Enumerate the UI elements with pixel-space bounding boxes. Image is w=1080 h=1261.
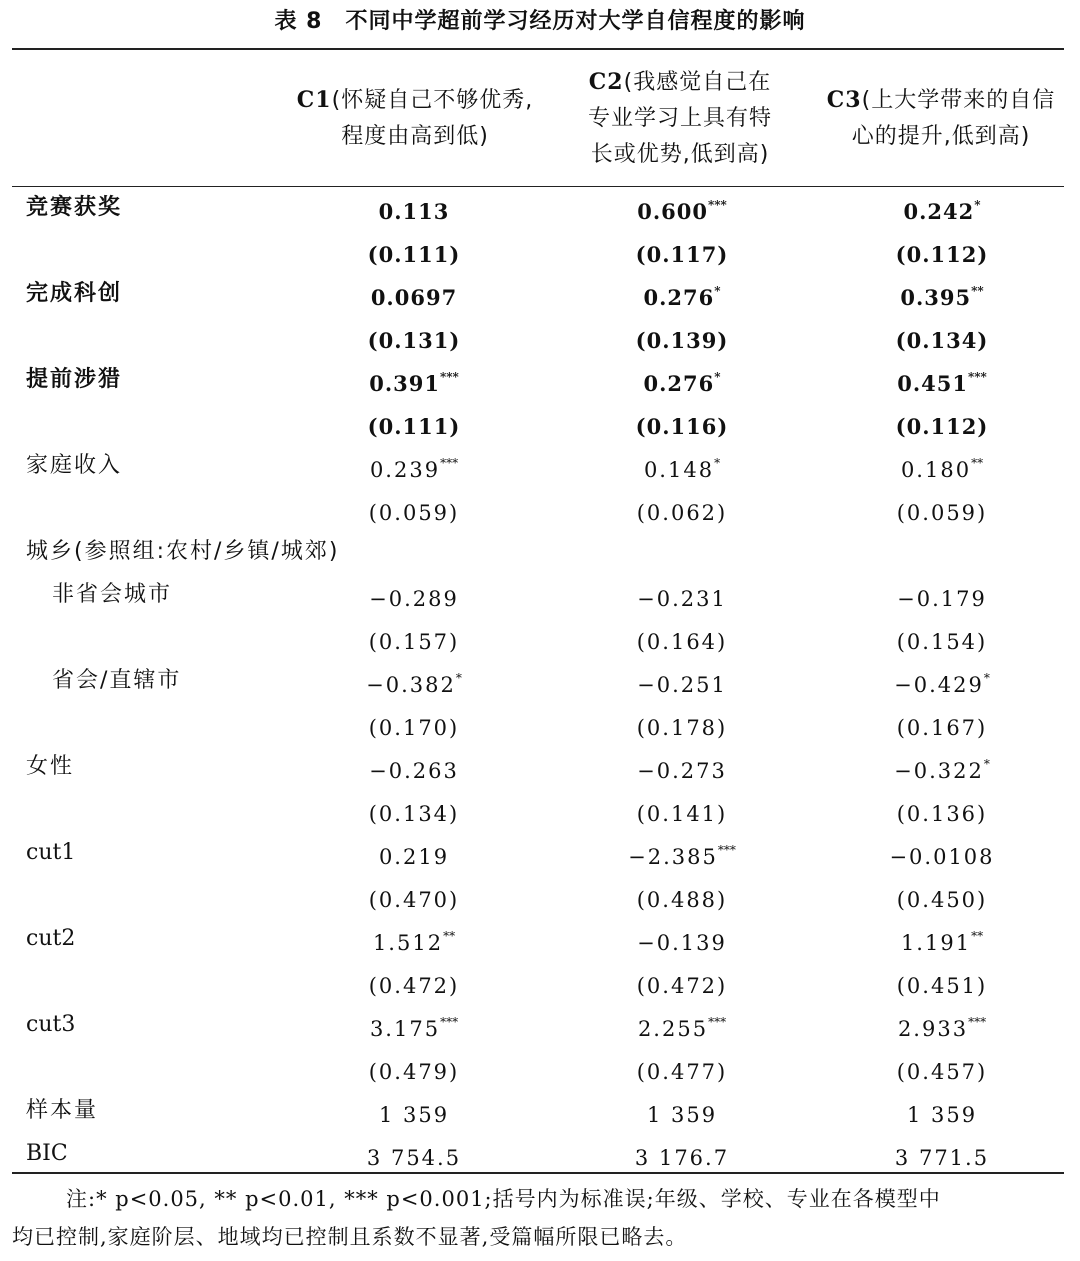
- significance-stars: *: [983, 757, 990, 771]
- table-cell: [812, 874, 1072, 922]
- cell-value: 0.239: [369, 458, 441, 482]
- table-cell: [552, 874, 812, 922]
- cell-value: (0.470): [368, 888, 460, 912]
- significance-stars: ***: [440, 1015, 459, 1029]
- cell-value: 0.391: [369, 371, 440, 396]
- significance-stars: ***: [439, 370, 459, 384]
- column-desc: (我感觉自己在: [623, 70, 772, 95]
- cell-value: −0.382: [366, 673, 456, 697]
- column-desc: 专业学习上具有特: [587, 106, 772, 131]
- column-desc: (上大学带来的自信: [861, 88, 1056, 113]
- cell-value: −0.289: [369, 587, 459, 611]
- table-cell: [552, 444, 812, 492]
- cell-value: 0.148: [643, 458, 715, 482]
- table-row: [0, 186, 1080, 229]
- significance-stars: *: [983, 671, 990, 685]
- table-cell: [284, 272, 544, 319]
- table-cell: [552, 659, 812, 707]
- cell-value: (0.111): [367, 414, 461, 439]
- table-cell: [284, 960, 544, 1008]
- table-cell: [812, 788, 1072, 836]
- table-cell: [284, 831, 544, 879]
- cell-value: (0.479): [368, 1060, 460, 1084]
- row-label: 家庭收入: [26, 453, 123, 478]
- table-cell: [812, 1089, 1072, 1137]
- cell-value: (0.477): [636, 1060, 728, 1084]
- cell-value: 3 176.7: [634, 1146, 730, 1170]
- column-header-c3: [808, 82, 1074, 155]
- cell-value: (0.457): [896, 1060, 988, 1084]
- table-cell: [284, 487, 544, 535]
- row-label: 竞赛获奖: [26, 195, 123, 220]
- cell-value: (0.136): [896, 802, 988, 826]
- cell-value: (0.116): [635, 414, 729, 439]
- table-cell: [552, 702, 812, 750]
- table-cell: [812, 401, 1072, 448]
- table-cell: [284, 401, 544, 448]
- table-cell: [812, 272, 1072, 319]
- table-row: [0, 358, 1080, 401]
- cell-value: (0.167): [896, 716, 988, 740]
- table-cell: [284, 616, 544, 664]
- table-row: [0, 444, 1080, 487]
- column-code: C2: [588, 69, 624, 95]
- table-cell: [284, 315, 544, 362]
- cell-value: (0.157): [368, 630, 460, 654]
- significance-stars: ***: [708, 1015, 727, 1029]
- table-row: [0, 315, 1080, 358]
- cell-value: (0.112): [895, 242, 989, 267]
- table-cell: [812, 444, 1072, 492]
- significance-stars: ***: [967, 370, 987, 384]
- table-row: [0, 229, 1080, 272]
- cell-value: 0.113: [378, 199, 450, 224]
- cell-value: 1 359: [646, 1103, 718, 1127]
- cell-value: 0.451: [897, 371, 968, 396]
- note-line-2: 均已控制,家庭阶层、地域均已控制且系数不显著,受篇幅所限已略去。: [12, 1225, 688, 1249]
- table-cell: [284, 444, 544, 492]
- cell-value: (0.451): [896, 974, 988, 998]
- row-label: cut1: [26, 840, 76, 865]
- row-label: 完成科创: [26, 281, 123, 306]
- table-row: [0, 616, 1080, 659]
- row-label: BIC: [26, 1141, 68, 1166]
- cell-value: 0.276: [643, 371, 715, 396]
- cell-value: (0.139): [635, 328, 729, 353]
- table-cell: [284, 1003, 544, 1051]
- cell-value: −2.385: [628, 845, 718, 869]
- table-cell: [552, 487, 812, 535]
- cell-value: −0.322: [894, 759, 984, 783]
- table-row: [0, 917, 1080, 960]
- cell-value: 0.180: [900, 458, 972, 482]
- table-cell: [812, 616, 1072, 664]
- note-line-1: 注:* p<0.05, ** p<0.01, *** p<0.001;括号内为标准误;年级、学校、专业在各模型中: [66, 1187, 941, 1211]
- significance-stars: **: [971, 456, 984, 470]
- table-cell: [284, 1089, 544, 1137]
- cell-value: 2.255: [637, 1017, 709, 1041]
- table-cell: [552, 917, 812, 965]
- cell-value: (0.154): [896, 630, 988, 654]
- cell-value: 3 754.5: [366, 1146, 462, 1170]
- column-code: C3: [826, 87, 862, 113]
- cell-value: (0.472): [636, 974, 728, 998]
- column-code: C1: [296, 87, 332, 113]
- table-cell: [812, 960, 1072, 1008]
- cell-value: (0.134): [895, 328, 989, 353]
- cell-value: (0.059): [896, 501, 988, 525]
- cell-value: 0.219: [378, 845, 450, 869]
- cell-value: 1.512: [372, 931, 444, 955]
- row-label: 省会/直辖市: [52, 668, 182, 693]
- table-row: [0, 960, 1080, 1003]
- row-label: cut2: [26, 926, 76, 951]
- cell-value: (0.134): [368, 802, 460, 826]
- cell-value: −0.429: [894, 673, 984, 697]
- table-row: [0, 1132, 1080, 1175]
- table-cell: [552, 788, 812, 836]
- table-cell: [552, 315, 812, 362]
- table-row: [0, 1089, 1080, 1132]
- table-cell: [552, 745, 812, 793]
- column-desc: 长或优势,低到高): [590, 142, 770, 167]
- row-label: 样本量: [26, 1098, 99, 1123]
- cell-value: 3 771.5: [894, 1146, 990, 1170]
- cell-value: (0.178): [636, 716, 728, 740]
- table-cell: [284, 659, 544, 707]
- significance-stars: **: [971, 929, 984, 943]
- table-cell: [284, 358, 544, 405]
- significance-stars: *: [714, 284, 721, 298]
- table-note: [12, 1180, 1068, 1256]
- table-cell: [552, 358, 812, 405]
- row-label: 城乡(参照组:农村/乡镇/城郊): [26, 539, 340, 564]
- cell-value: −0.179: [897, 587, 987, 611]
- cell-value: (0.164): [636, 630, 728, 654]
- table-row: [0, 272, 1080, 315]
- significance-stars: **: [971, 284, 984, 298]
- table-cell: [812, 358, 1072, 405]
- table-cell: [284, 917, 544, 965]
- table-row: [0, 659, 1080, 702]
- cell-value: 1 359: [378, 1103, 450, 1127]
- table-cell: [552, 960, 812, 1008]
- table-cell: [552, 1003, 812, 1051]
- table-row: [0, 573, 1080, 616]
- table-cell: [812, 1003, 1072, 1051]
- table-cell: [812, 186, 1072, 233]
- table-row: [0, 745, 1080, 788]
- table-row: [0, 487, 1080, 530]
- cell-value: (0.117): [635, 242, 729, 267]
- cell-value: 1.191: [900, 931, 972, 955]
- cell-value: (0.488): [636, 888, 728, 912]
- significance-stars: *: [714, 370, 721, 384]
- table-cell: [284, 573, 544, 621]
- significance-stars: ***: [440, 456, 459, 470]
- cell-value: 1 359: [906, 1103, 978, 1127]
- table-cell: [552, 1089, 812, 1137]
- column-header-c2: [560, 64, 800, 173]
- table-cell: [812, 573, 1072, 621]
- table-cell: [812, 659, 1072, 707]
- table-row: [0, 874, 1080, 917]
- table-cell: [552, 616, 812, 664]
- cell-value: −0.0108: [889, 845, 995, 869]
- table-row: [0, 788, 1080, 831]
- cell-value: (0.141): [636, 802, 728, 826]
- cell-value: −0.263: [369, 759, 459, 783]
- column-desc: 程度由高到低): [341, 124, 489, 149]
- table-cell: [812, 702, 1072, 750]
- table-title: 表 8 不同中学超前学习经历对大学自信程度的影响: [274, 9, 806, 34]
- table-cell: [812, 229, 1072, 276]
- table-cell: [812, 315, 1072, 362]
- cell-value: (0.111): [367, 242, 461, 267]
- table-cell: [284, 229, 544, 276]
- significance-stars: ***: [707, 198, 727, 212]
- significance-stars: **: [443, 929, 456, 943]
- row-label: cut3: [26, 1012, 76, 1037]
- cell-value: −0.273: [637, 759, 727, 783]
- cell-value: (0.131): [367, 328, 461, 353]
- table-cell: [284, 702, 544, 750]
- cell-value: (0.170): [368, 716, 460, 740]
- cell-value: 0.395: [900, 285, 972, 310]
- significance-stars: *: [974, 198, 981, 212]
- cell-value: 0.0697: [370, 285, 458, 310]
- table-cell: [812, 1046, 1072, 1094]
- significance-stars: *: [455, 671, 462, 685]
- table-cell: [812, 917, 1072, 965]
- table-cell: [284, 745, 544, 793]
- table-cell: [284, 874, 544, 922]
- table-row: [0, 401, 1080, 444]
- table-row: [0, 1046, 1080, 1089]
- significance-stars: *: [714, 456, 721, 470]
- cell-value: 3.175: [369, 1017, 441, 1041]
- table-cell: [552, 272, 812, 319]
- cell-value: (0.112): [895, 414, 989, 439]
- cell-value: 2.933: [897, 1017, 969, 1041]
- significance-stars: ***: [717, 843, 736, 857]
- cell-value: −0.231: [637, 587, 727, 611]
- top-rule: [12, 48, 1064, 50]
- table-cell: [552, 1046, 812, 1094]
- table-row: [0, 530, 1080, 573]
- table-row: [0, 831, 1080, 874]
- row-label: 女性: [26, 754, 75, 779]
- cell-value: (0.059): [368, 501, 460, 525]
- table-cell: [284, 788, 544, 836]
- bottom-rule: [12, 1172, 1064, 1174]
- table-cell: [812, 487, 1072, 535]
- table-cell: [284, 1046, 544, 1094]
- table-row: [0, 702, 1080, 745]
- cell-value: −0.251: [637, 673, 727, 697]
- cell-value: (0.450): [896, 888, 988, 912]
- cell-value: (0.062): [636, 501, 728, 525]
- cell-value: (0.472): [368, 974, 460, 998]
- column-header-c1: [280, 82, 550, 155]
- table-row: [0, 1003, 1080, 1046]
- table-cell: [284, 186, 544, 233]
- table-cell: [552, 401, 812, 448]
- cell-value: −0.139: [637, 931, 727, 955]
- row-label: 非省会城市: [52, 582, 173, 607]
- table-cell: [552, 186, 812, 233]
- table-cell: [812, 745, 1072, 793]
- table-cell: [552, 831, 812, 879]
- column-desc: 心的提升,低到高): [851, 124, 1031, 149]
- column-desc: (怀疑自己不够优秀,: [331, 88, 534, 113]
- row-label: 提前涉猎: [26, 367, 123, 392]
- cell-value: 0.276: [643, 285, 715, 310]
- table-cell: [552, 229, 812, 276]
- table-cell: [812, 831, 1072, 879]
- table-cell: [552, 573, 812, 621]
- cell-value: 0.242: [903, 199, 975, 224]
- significance-stars: ***: [968, 1015, 987, 1029]
- cell-value: 0.600: [637, 199, 708, 224]
